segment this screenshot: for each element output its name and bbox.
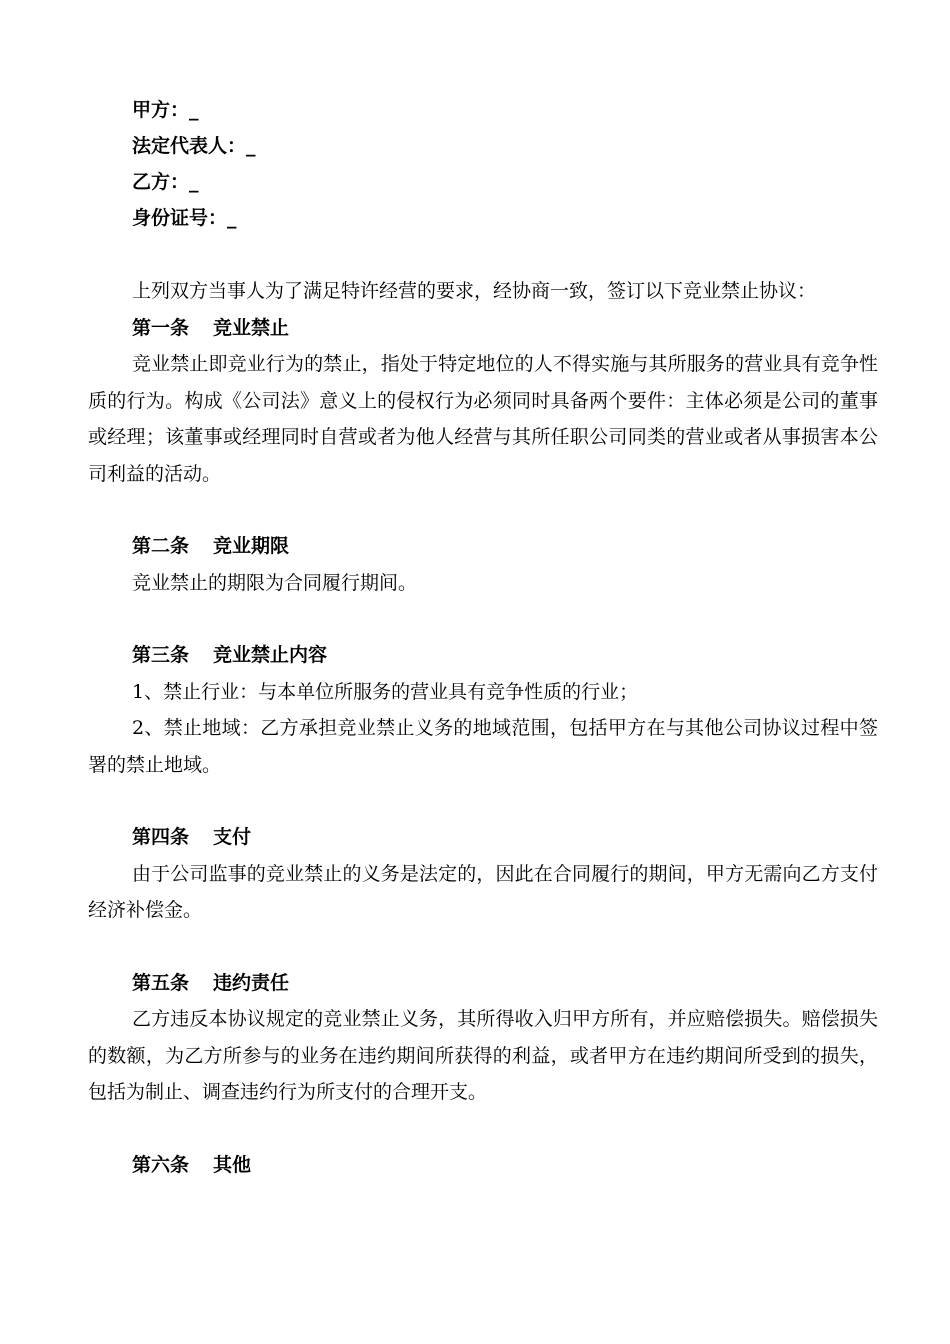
article-1-heading	[88, 310, 878, 347]
article-4-heading	[88, 819, 878, 856]
party-b-line: 乙方：_	[132, 171, 199, 193]
article-3-item-1: 1、禁止行业：与本单位所服务的营业具有竞争性质的行业；	[132, 680, 639, 703]
article-2-paragraph: 竞业禁止的期限为合同履行期间。	[132, 571, 418, 594]
article-6-heading	[88, 1147, 878, 1184]
article-number: 第二条	[132, 535, 190, 557]
spacer	[88, 929, 878, 965]
id-number-line: 身份证号：_	[132, 207, 237, 229]
spacer	[88, 492, 878, 528]
article-title: 违约责任	[213, 971, 290, 994]
intro-paragraph: 上列双方当事人为了满足特许经营的要求，经协商一致，签订以下竞业禁止协议：	[132, 280, 817, 302]
article-4-paragraph: 由于公司监事的竞业禁止的义务是法定的，因此在合同履行的期间，甲方无需向乙方支付经济补偿金。	[88, 862, 878, 921]
article-title: 支付	[213, 826, 252, 848]
article-number: 第三条	[132, 644, 190, 666]
spacer	[88, 601, 878, 637]
spacer	[88, 783, 878, 819]
article-title: 其他	[213, 1153, 252, 1176]
spacer	[88, 1111, 878, 1147]
article-title: 竞业期限	[213, 535, 290, 557]
article-2-heading	[88, 528, 878, 565]
article-number: 第一条	[132, 316, 190, 339]
article-1-paragraph: 竞业禁止即竞业行为的禁止，指处于特定地位的人不得实施与其所服务的营业具有竞争性质的行为。构成《公司法》意义上的侵权行为必须同时具备两个要件：主体必须是公司的董事或经理；该董事或经理同时自营或者为他人经营与其所任职公司同类的营业或者从事损害本公司利益的活动。	[88, 353, 878, 485]
party-a-line: 甲方：_	[132, 99, 199, 121]
article-title: 竞业禁止	[213, 316, 290, 339]
article-title: 竞业禁止内容	[213, 644, 328, 666]
document-page	[88, 92, 878, 1183]
article-5-heading	[88, 965, 878, 1002]
spacer	[88, 236, 878, 273]
legal-representative-line: 法定代表人：_	[132, 135, 256, 157]
article-3-item-2: 2、禁止地域：乙方承担竞业禁止义务的地域范围，包括甲方在与其他公司协议过程中签署的禁止地域。	[88, 717, 878, 776]
article-3-heading	[88, 637, 878, 674]
article-5-paragraph: 乙方违反本协议规定的竞业禁止义务，其所得收入归甲方所有，并应赔偿损失。赔偿损失的数额，为乙方所参与的业务在违约期间所获得的利益，或者甲方在违约期间所受到的损失，包括为制止、调查违约行为所支付的合理开支。	[88, 1008, 878, 1103]
article-number: 第四条	[132, 826, 190, 848]
article-number: 第五条	[132, 971, 190, 994]
article-number: 第六条	[132, 1153, 190, 1176]
